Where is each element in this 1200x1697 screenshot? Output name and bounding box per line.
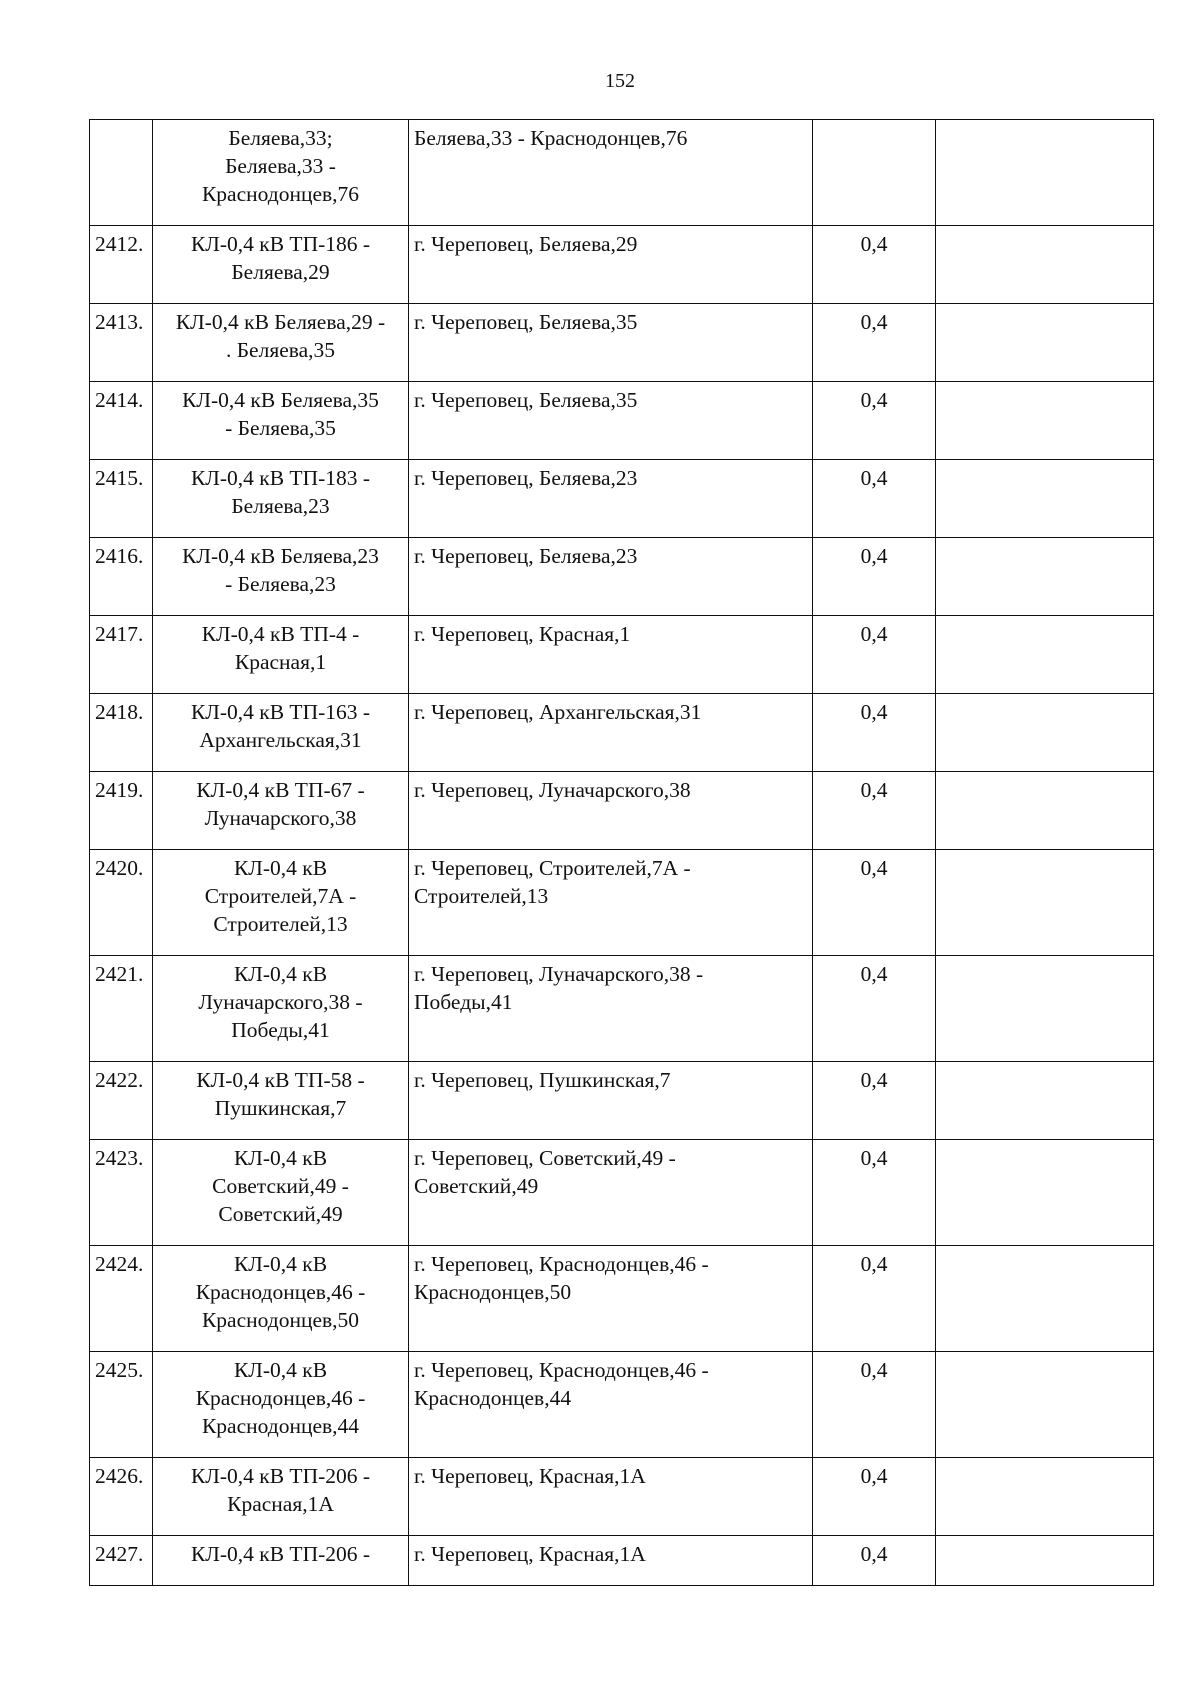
empty-cell	[936, 226, 1154, 304]
row-number-cell: 2424.	[90, 1246, 153, 1352]
cable-line-name-line: Беляева,29	[231, 260, 330, 284]
cable-line-name-line: Беляева,33;	[228, 126, 333, 150]
cable-line-name-line: Краснодонцев,50	[201, 1308, 360, 1332]
row-number-cell: 2416.	[90, 538, 153, 616]
cable-line-name-line: КЛ-0,4 кВ ТП-206 -	[190, 1542, 371, 1566]
location-cell	[409, 694, 813, 772]
voltage-cell	[813, 120, 936, 226]
cable-line-name-line: Беляева,33 -	[225, 154, 336, 178]
location-line: г. Череповец, Строителей,7А -	[414, 856, 691, 880]
location-cell	[409, 772, 813, 850]
table-row	[90, 1062, 1154, 1140]
voltage-cell: 0,4	[813, 1062, 936, 1140]
cable-line-name-line: Краснодонцев,46 -	[195, 1386, 366, 1410]
cable-line-name-cell	[153, 382, 409, 460]
cable-line-name-line: Беляева,23	[231, 494, 330, 518]
cable-line-name-cell	[153, 120, 409, 226]
cable-line-registry-table	[89, 119, 1154, 1586]
cable-line-name-line: Красная,1	[234, 650, 327, 674]
location-cell	[409, 382, 813, 460]
cable-line-name-cell	[153, 1246, 409, 1352]
voltage-cell: 0,4	[813, 616, 936, 694]
cable-line-name-line: КЛ-0,4 кВ Беляева,35	[182, 388, 379, 412]
cable-line-name-line: КЛ-0,4 кВ ТП-4 -	[201, 622, 360, 646]
location-cell	[409, 1536, 813, 1586]
location-line: г. Череповец, Луначарского,38	[414, 778, 691, 802]
empty-cell	[936, 120, 1154, 226]
cable-line-name-line: КЛ-0,4 кВ	[233, 1252, 328, 1276]
cable-line-name-line: КЛ-0,4 кВ ТП-183 -	[190, 466, 371, 490]
voltage-cell: 0,4	[813, 538, 936, 616]
cable-line-name-line: КЛ-0,4 кВ	[233, 856, 328, 880]
cable-line-name-line: Архангельская,31	[199, 728, 362, 752]
location-line: г. Череповец, Пушкинская,7	[414, 1068, 671, 1092]
location-line: Краснодонцев,50	[414, 1280, 572, 1304]
cable-line-name-line: КЛ-0,4 кВ ТП-58 -	[196, 1068, 365, 1092]
location-cell	[409, 850, 813, 956]
table-row	[90, 956, 1154, 1062]
empty-cell	[936, 538, 1154, 616]
empty-cell	[936, 1536, 1154, 1586]
cable-line-name-line: КЛ-0,4 кВ ТП-67 -	[196, 778, 365, 802]
empty-cell	[936, 616, 1154, 694]
cable-line-name-line: . Беляева,35	[225, 338, 336, 362]
cable-line-name-line: КЛ-0,4 кВ ТП-206 -	[190, 1464, 371, 1488]
row-number-cell: 2417.	[90, 616, 153, 694]
table-row	[90, 616, 1154, 694]
row-number-cell: 2414.	[90, 382, 153, 460]
location-line: г. Череповец, Красная,1А	[414, 1542, 646, 1566]
location-cell	[409, 538, 813, 616]
voltage-cell: 0,4	[813, 772, 936, 850]
location-cell	[409, 226, 813, 304]
location-cell	[409, 616, 813, 694]
cable-line-name-cell	[153, 772, 409, 850]
location-line: г. Череповец, Беляева,23	[414, 466, 638, 490]
location-cell	[409, 1458, 813, 1536]
row-number-cell: 2426.	[90, 1458, 153, 1536]
location-line: г. Череповец, Беляева,35	[414, 388, 638, 412]
cable-line-name-line: КЛ-0,4 кВ ТП-163 -	[190, 700, 371, 724]
empty-cell	[936, 1140, 1154, 1246]
location-cell	[409, 1246, 813, 1352]
empty-cell	[936, 1062, 1154, 1140]
cable-line-name-cell	[153, 616, 409, 694]
location-cell	[409, 304, 813, 382]
voltage-cell: 0,4	[813, 226, 936, 304]
location-cell	[409, 1352, 813, 1458]
row-number-cell: 2423.	[90, 1140, 153, 1246]
location-line: г. Череповец, Красная,1А	[414, 1464, 646, 1488]
row-number-cell: 2425.	[90, 1352, 153, 1458]
location-line: г. Череповец, Красная,1	[414, 622, 631, 646]
cable-line-name-cell	[153, 538, 409, 616]
cable-line-name-line: - Беляева,23	[225, 572, 336, 596]
location-line: Краснодонцев,44	[414, 1386, 572, 1410]
cable-line-name-line: Строителей,7А -	[204, 884, 357, 908]
location-line: г. Череповец, Беляева,29	[414, 232, 638, 256]
table-row	[90, 694, 1154, 772]
cable-line-name-cell	[153, 956, 409, 1062]
empty-cell	[936, 956, 1154, 1062]
cable-line-name-cell	[153, 1062, 409, 1140]
registry-table-body	[90, 120, 1154, 1586]
empty-cell	[936, 382, 1154, 460]
cable-line-name-cell	[153, 694, 409, 772]
empty-cell	[936, 460, 1154, 538]
table-row	[90, 772, 1154, 850]
table-row	[90, 226, 1154, 304]
table-row	[90, 850, 1154, 956]
cable-line-name-line: КЛ-0,4 кВ	[233, 1146, 328, 1170]
location-cell	[409, 956, 813, 1062]
location-line: г. Череповец, Краснодонцев,46 -	[414, 1252, 709, 1276]
cable-line-name-line: Краснодонцев,46 -	[195, 1280, 366, 1304]
voltage-cell: 0,4	[813, 956, 936, 1062]
row-number-cell: 2420.	[90, 850, 153, 956]
row-number-cell: 2427.	[90, 1536, 153, 1586]
location-line: г. Череповец, Краснодонцев,46 -	[414, 1358, 709, 1382]
row-number-cell: 2418.	[90, 694, 153, 772]
table-row	[90, 460, 1154, 538]
empty-cell	[936, 772, 1154, 850]
table-row	[90, 538, 1154, 616]
cable-line-name-cell	[153, 460, 409, 538]
voltage-cell: 0,4	[813, 304, 936, 382]
voltage-cell: 0,4	[813, 1352, 936, 1458]
cable-line-name-line: Луначарского,38	[204, 806, 357, 830]
empty-cell	[936, 694, 1154, 772]
voltage-cell: 0,4	[813, 1536, 936, 1586]
location-cell	[409, 1062, 813, 1140]
empty-cell	[936, 304, 1154, 382]
location-line: г. Череповец, Архангельская,31	[414, 700, 702, 724]
cable-line-name-line: КЛ-0,4 кВ Беляева,29 -	[175, 310, 386, 334]
table-row	[90, 1246, 1154, 1352]
cable-line-name-line: КЛ-0,4 кВ ТП-186 -	[190, 232, 371, 256]
location-cell	[409, 120, 813, 226]
cable-line-name-line: Победы,41	[231, 1018, 330, 1042]
voltage-cell: 0,4	[813, 694, 936, 772]
voltage-cell: 0,4	[813, 1458, 936, 1536]
location-line: г. Череповец, Луначарского,38 -	[414, 962, 704, 986]
cable-line-name-line: - Беляева,35	[225, 416, 336, 440]
location-line: г. Череповец, Советский,49 -	[414, 1146, 676, 1170]
empty-cell	[936, 1458, 1154, 1536]
row-number-cell: 2421.	[90, 956, 153, 1062]
table-row	[90, 1536, 1154, 1586]
row-number-cell	[90, 120, 153, 226]
table-row	[90, 382, 1154, 460]
cable-line-name-cell	[153, 1536, 409, 1586]
cable-line-name-cell	[153, 226, 409, 304]
row-number-cell: 2413.	[90, 304, 153, 382]
page-number: 152	[605, 70, 635, 92]
cable-line-name-line: Советский,49 -	[212, 1174, 349, 1198]
cable-line-name-line: Красная,1А	[227, 1492, 334, 1516]
table-row	[90, 1140, 1154, 1246]
location-line: г. Череповец, Беляева,35	[414, 310, 638, 334]
location-line: Беляева,33 - Краснодонцев,76	[414, 126, 688, 150]
table-row	[90, 304, 1154, 382]
voltage-cell: 0,4	[813, 382, 936, 460]
cable-line-name-line: КЛ-0,4 кВ	[233, 962, 328, 986]
table-row	[90, 120, 1154, 226]
location-cell	[409, 460, 813, 538]
cable-line-name-line: Краснодонцев,76	[201, 182, 360, 206]
location-line: Советский,49	[414, 1174, 539, 1198]
location-line: г. Череповец, Беляева,23	[414, 544, 638, 568]
voltage-cell: 0,4	[813, 1140, 936, 1246]
table-row	[90, 1352, 1154, 1458]
row-number-cell: 2412.	[90, 226, 153, 304]
cable-line-name-line: Советский,49	[218, 1202, 343, 1226]
cable-line-name-line: Строителей,13	[213, 912, 348, 936]
voltage-cell: 0,4	[813, 1246, 936, 1352]
cable-line-name-cell	[153, 1458, 409, 1536]
voltage-cell: 0,4	[813, 850, 936, 956]
row-number-cell: 2422.	[90, 1062, 153, 1140]
location-cell	[409, 1140, 813, 1246]
cable-line-name-line: Луначарского,38 -	[198, 990, 363, 1014]
empty-cell	[936, 1246, 1154, 1352]
cable-line-name-line: КЛ-0,4 кВ	[233, 1358, 328, 1382]
empty-cell	[936, 1352, 1154, 1458]
table-row	[90, 1458, 1154, 1536]
cable-line-name-line: Пушкинская,7	[214, 1096, 347, 1120]
empty-cell	[936, 850, 1154, 956]
cable-line-name-cell	[153, 304, 409, 382]
cable-line-name-line: КЛ-0,4 кВ Беляева,23	[182, 544, 379, 568]
cable-line-name-line: Краснодонцев,44	[201, 1414, 360, 1438]
voltage-cell: 0,4	[813, 460, 936, 538]
row-number-cell: 2415.	[90, 460, 153, 538]
cable-line-name-cell	[153, 1140, 409, 1246]
row-number-cell: 2419.	[90, 772, 153, 850]
cable-line-name-cell	[153, 1352, 409, 1458]
location-line: Строителей,13	[414, 884, 549, 908]
cable-line-name-cell	[153, 850, 409, 956]
location-line: Победы,41	[414, 990, 513, 1014]
